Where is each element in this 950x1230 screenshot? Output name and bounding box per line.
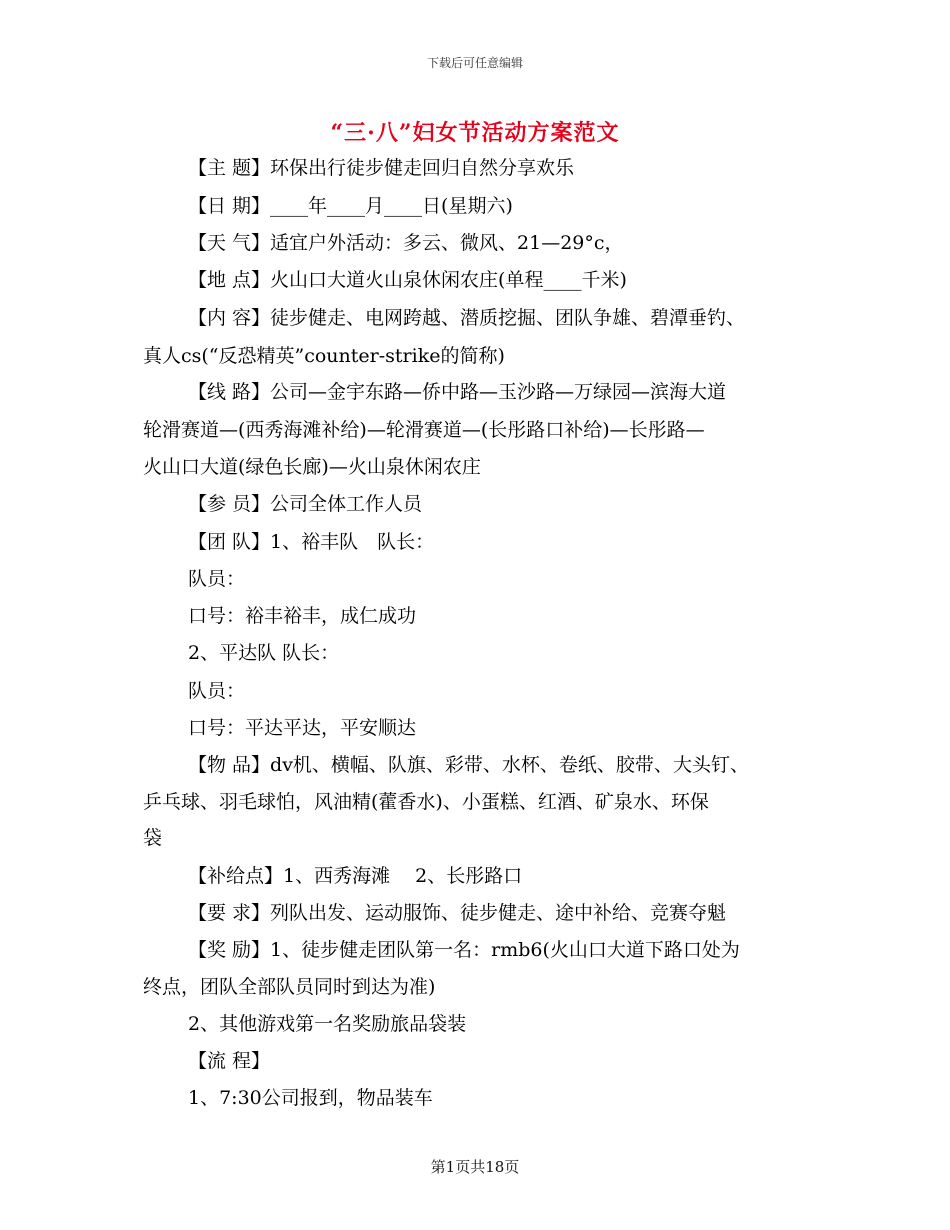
team2-slogan: 口号：平达平达，平安顺达 (188, 717, 417, 739)
process-step-1: 1、7:30公司报到，物品装车 (188, 1087, 433, 1109)
team-line: 【团 队】1、裕丰队 队长： (188, 531, 435, 553)
document-title: “三·八”妇女节活动方案范文 (330, 120, 620, 146)
awards-line-cont: 终点，团队全部队员同时到达为准) (143, 976, 436, 998)
weather-line: 【天 气】适宜户外活动：多云、微风、21—29°c， (188, 232, 624, 254)
route-line-cont-1: 轮滑赛道—(西秀海滩补给)—轮滑赛道—(长彤路口补给)—长彤路— (143, 419, 705, 441)
awards-line: 【奖 励】1、徒步健走团队第一名：rmb6(火山口大道下路口处为 (188, 939, 740, 961)
process-heading: 【流 程】 (188, 1050, 271, 1072)
page-header: 下载后可任意编辑 (426, 56, 523, 70)
requirements-line: 【要 求】列队出发、运动服饰、徒步健走、途中补给、竞赛夺魁 (188, 902, 727, 924)
route-line-cont-2: 火山口大道(绿色长廊)—火山泉休闲农庄 (143, 456, 481, 478)
team1-slogan: 口号：裕丰裕丰，成仁成功 (188, 605, 417, 627)
location-line: 【地 点】火山口大道火山泉休闲农庄(单程____千米) (188, 269, 627, 291)
route-line: 【线 路】公司—金宇东路—侨中路—玉沙路—万绿园—滨海大道 (188, 381, 727, 403)
items-line: 【物 品】dv机、横幅、队旗、彩带、水杯、卷纸、胶带、大头钉、 (188, 754, 749, 776)
theme-line: 【主 题】环保出行徒步健走回归自然分享欢乐 (188, 157, 575, 179)
supply-line: 【补给点】1、西秀海滩 2、长彤路口 (188, 865, 523, 887)
team1-members: 队员： (188, 568, 246, 590)
items-line-cont-1: 乒乓球、羽毛球怕，风油精(藿香水)、小蛋糕、红酒、矿泉水、环保 (143, 791, 709, 813)
team2-line: 2、平达队 队长： (188, 642, 340, 664)
items-line-cont-2: 袋 (143, 827, 163, 849)
content-line-cont: 真人cs(“反恐精英”counter-strike的简称) (143, 345, 505, 367)
page-number: 第1页共18页 (430, 1158, 520, 1176)
participants-line: 【参 员】公司全体工作人员 (188, 493, 423, 515)
awards-line-2: 2、其他游戏第一名奖励旅品袋装 (188, 1013, 467, 1035)
team2-members: 队员： (188, 680, 246, 702)
content-line: 【内 容】徒步健走、电网跨越、潜质挖掘、团队争雄、碧潭垂钓、 (188, 307, 746, 329)
date-line: 【日 期】____年____月____日(星期六) (188, 195, 513, 217)
